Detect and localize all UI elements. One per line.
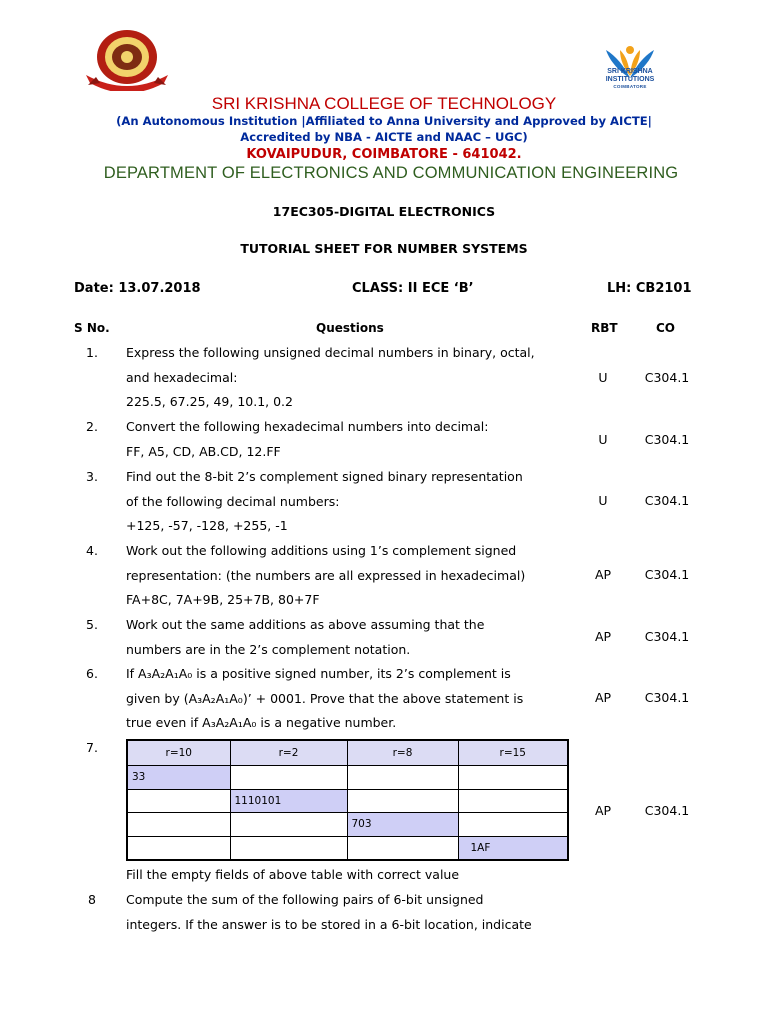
table-cell: 1110101 — [230, 789, 347, 813]
rbt-level: AP — [594, 690, 612, 705]
table-cell — [458, 789, 568, 813]
rbt-level: U — [598, 493, 608, 508]
table-header-cell: r=15 — [458, 740, 568, 766]
course-title: 17EC305-DIGITAL ELECTRONICS — [272, 204, 496, 219]
department-name: DEPARTMENT OF ELECTRONICS AND COMMUNICATION ENGINEERING — [103, 164, 679, 182]
sheet-title: TUTORIAL SHEET FOR NUMBER SYSTEMS — [240, 241, 528, 256]
college-address: KOVAIPUDUR, COIMBATORE - 641042. — [246, 147, 522, 162]
table-cell — [347, 836, 458, 860]
question-text: Work out the same additions as above assuming that the numbers are in the 2’s complement notation. — [126, 617, 485, 657]
course-outcome: C304.1 — [644, 493, 690, 508]
table-header-cell: r=2 — [230, 740, 347, 766]
question-number: 1. — [86, 345, 98, 360]
column-header-co: CO — [656, 321, 676, 335]
question-number: 6. — [86, 666, 98, 681]
radix-conversion-table — [126, 739, 569, 861]
column-header-sno: S No. — [74, 321, 110, 335]
question-number: 4. — [86, 543, 98, 558]
course-outcome: C304.1 — [644, 803, 690, 818]
table-cell — [127, 813, 230, 837]
table-header-cell: r=10 — [127, 740, 230, 766]
table-row — [127, 766, 568, 790]
rbt-level: AP — [594, 629, 612, 644]
column-header-questions: Questions — [316, 321, 384, 335]
question-number: 7. — [86, 740, 98, 755]
table-header-cell: r=8 — [347, 740, 458, 766]
rbt-level: AP — [594, 567, 612, 582]
question-number: 5. — [86, 617, 98, 632]
table-cell — [347, 766, 458, 790]
course-outcome: C304.1 — [644, 567, 690, 582]
institutions-logo-text: SRI KRISHNA INSTITUTIONS COIMBATORE — [605, 68, 655, 89]
course-outcome: C304.1 — [644, 690, 690, 705]
rbt-level: U — [598, 432, 608, 447]
course-outcome: C304.1 — [644, 629, 690, 644]
table-row — [127, 813, 568, 837]
table-cell — [127, 836, 230, 860]
college-name: SRI KRISHNA COLLEGE OF TECHNOLOGY — [211, 94, 557, 113]
question-number: 2. — [86, 419, 98, 434]
question-text: Work out the following additions using 1’s complement signed representation: (the numbers are all expressed in hexadecimal) FA+8C, 7A+9B, 25+7B, 80+7F — [126, 543, 526, 607]
question-text: Express the following unsigned decimal numbers in binary, octal, and hexadecimal: 225.5, 67.25, 49, 10.1, 0.2 — [126, 345, 535, 409]
rbt-level: AP — [594, 803, 612, 818]
course-outcome: C304.1 — [644, 370, 690, 385]
table-cell — [347, 789, 458, 813]
question-number: 8 — [88, 892, 96, 907]
date-label: Date: 13.07.2018 — [74, 281, 201, 296]
table-cell — [230, 766, 347, 790]
table-cell: 33 — [127, 766, 230, 790]
question-number: 3. — [86, 469, 98, 484]
question-text: Find out the 8-bit 2’s complement signed binary representation of the following decimal numbers: +125, -57, -128, +255, -1 — [126, 469, 523, 533]
lecture-hall-label: LH: CB2101 — [607, 281, 692, 296]
question-text: Convert the following hexadecimal numbers into decimal: FF, A5, CD, AB.CD, 12.FF — [126, 419, 489, 459]
class-label: CLASS: II ECE ‘B’ — [352, 281, 474, 296]
affiliation-line-2: Accredited by NBA - AICTE and NAAC – UGC) — [240, 130, 528, 144]
table-cell — [458, 766, 568, 790]
table-cell: 1AF — [458, 836, 568, 860]
college-emblem-logo — [80, 27, 174, 91]
table-cell — [458, 813, 568, 837]
table-cell — [127, 789, 230, 813]
affiliation-line-1: (An Autonomous Institution |Affiliated to Anna University and Approved by AICTE| — [116, 114, 652, 128]
course-outcome: C304.1 — [644, 432, 690, 447]
table-caption: Fill the empty fields of above table with correct value — [126, 867, 460, 882]
table-cell — [230, 813, 347, 837]
table-row — [127, 789, 568, 813]
rbt-level: U — [598, 370, 608, 385]
table-cell — [230, 836, 347, 860]
question-text: Compute the sum of the following pairs of 6-bit unsigned integers. If the answer is to be stored in a 6-bit location, indicate — [126, 892, 532, 932]
question-text: If A₃A₂A₁A₀ is a positive signed number, its 2’s complement is given by (A₃A₂A₁A₀)’ + 0001. Prove that the above statement is true even if A₃A₂A₁A₀ is a negative number. — [126, 666, 524, 730]
table-row — [127, 836, 568, 860]
column-header-rbt: RBT — [591, 321, 618, 335]
table-cell: 703 — [347, 813, 458, 837]
table-header-row — [127, 740, 568, 766]
